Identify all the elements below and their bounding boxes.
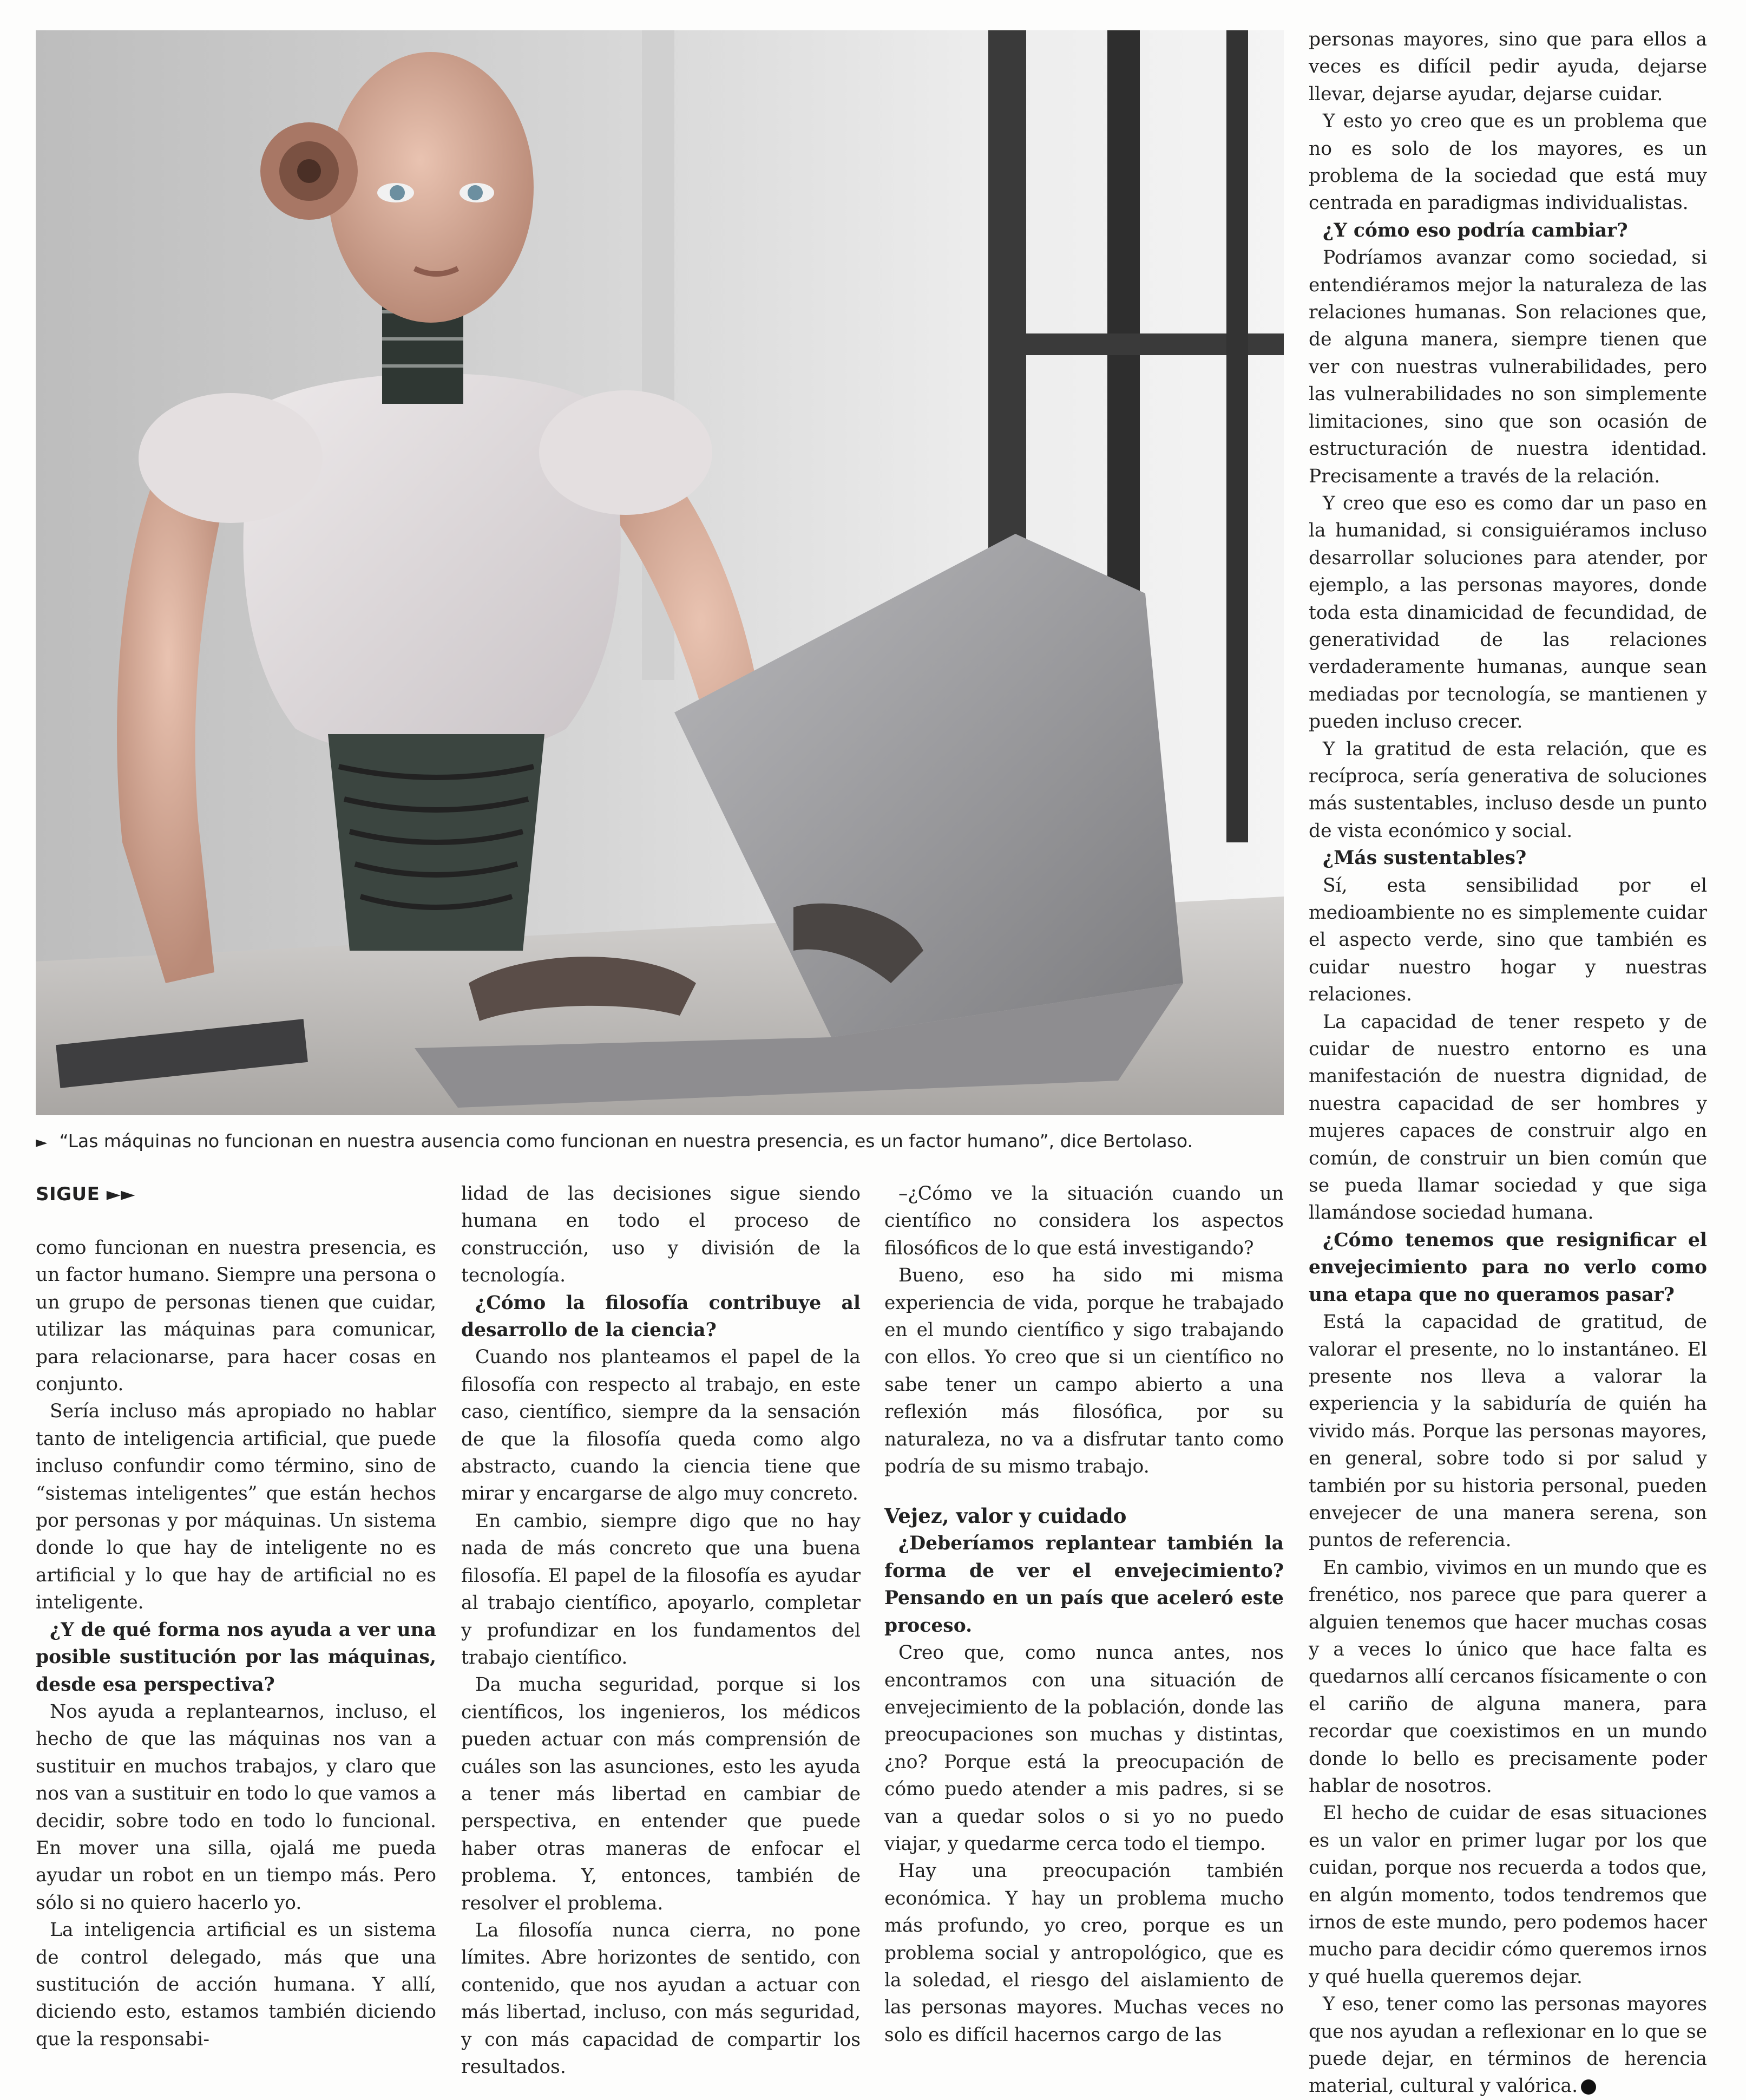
paragraph: como funcionan en nuestra presencia, es un factor humano. Siempre una persona o un grupo de personas tienen que cuidar, utilizar las máquinas para comunicar, para relacionarse, para hacer cosas en conjunto. (36, 1237, 436, 1396)
interview-question: ¿Y de qué forma nos ayuda a ver una posible sustitución por las máquinas, desde esa perspectiva? (36, 1619, 436, 1696)
interview-question: ¿Más sustentables? (1323, 847, 1527, 869)
section-heading: Vejez, valor y cuidado (884, 1504, 1127, 1528)
paragraph: Sí, esta sensibilidad por el medioambiente no es simplemente cuidar el aspecto verde, sino que también es cuidar nuestro hogar y nuestras relaciones. (1309, 874, 1707, 1006)
paragraph: El hecho de cuidar de esas situaciones es un valor en primer lugar por los que cuidan, porque nos recuerda a todos que, en algún momento, todos tendremos que irnos de este mundo, pero podemos hacer mucho para decidir cómo queremos irnos y qué huella queremos dejar. (1309, 1802, 1707, 1988)
paragraph: En cambio, siempre digo que no hay nada de más concreto que una buena filosofía. El papel de la filosofía es ayudar al trabajo científico, apoyarlo, completar y profundizar en los fundamentos del trabajo científico. (461, 1510, 861, 1669)
paragraph: personas mayores, sino que para ellos a veces es difícil pedir ayuda, dejarse llevar, dejarse ayudar, dejarse cuidar. (1309, 29, 1707, 105)
paragraph: Y creo que eso es como dar un paso en la humanidad, si consiguiéramos incluso desarrollar soluciones para atender, por ejemplo, a las personas mayores, donde toda esta dinamicidad de fecundidad, de generatividad de las relaciones verdaderamente humanas, aunque sean mediadas por tecnología, se mantienen y pueden incluso crecer. (1309, 492, 1707, 733)
paragraph: La inteligencia artificial es un sistema de control delegado, más que una sustitución de acción humana. Y allí, diciendo esto, estamos también diciendo que la responsabi- (36, 1919, 436, 2050)
end-mark-icon (1581, 2079, 1596, 2095)
paragraph: Nos ayuda a replantearnos, incluso, el hecho de que las máquinas nos van a sustituir en muchos trabajos, y claro que nos van a sustituir en todo lo que vamos a decidir, sobre todo en todo lo funcional. En mover una silla, ojalá me pueda ayudar un robot en un tiempo más. Pero sólo si no quiero hacerlo yo. (36, 1700, 436, 1914)
paragraph: Da mucha seguridad, porque si los científicos, los ingenieros, los médicos pueden actuar con más comprensión de cuáles son las asunciones, esto les ayuda a tener más libertad en cambiar de perspectiva, en entender que puede haber otras maneras de enfocar el problema. Y, entonces, también de resolver el problema. (461, 1674, 861, 1914)
article-photo (36, 30, 1284, 1115)
paragraph: Hay una preocupación también económica. Y hay un problema mucho más profundo, yo creo, porque es un problema social y antropológico, que es la soledad, el riesgo del aislamiento de las personas mayores. Muchas veces no solo es difícil hacernos cargo de las (884, 1860, 1284, 2046)
paragraph-final (1309, 1991, 1707, 2100)
paragraph: Sería incluso más apropiado no hablar tanto de inteligencia artificial, que puede incluso confundir como término, sino de “sistemas inteligentes” que están hechos por personas y por máquinas. Un sistema donde lo que hay de inteligente no es artificial y lo que hay de artificial no es inteligente. (36, 1401, 436, 1614)
paragraph: La capacidad de tener respeto y de cuidar de nuestro entorno es una manifestación de nuestra dignidad, de nuestra capacidad de ser hombres y mujeres capaces de construir algo en común, de construir un bien común que se pueda llamar sociedad y que siga llamándose sociedad humana. (1309, 1011, 1707, 1224)
paragraph: Y esto yo creo que es un problema que no es solo de los mayores, es un problema de la sociedad que está muy centrada en paradigmas individualistas. (1309, 110, 1707, 214)
paragraph: Y la gratitud de esta relación, que es recíproca, sería generativa de soluciones más sustentables, incluso desde un punto de vista económico y social. (1309, 738, 1707, 842)
article-column-2 (461, 1180, 861, 2081)
photo-caption (36, 1128, 1284, 1155)
paragraph-final-text: Y eso, tener como las personas mayores que nos ayudan a reflexionar en lo que se puede dejar, en términos de herencia material, cultural y valórica. (1309, 1993, 1707, 2097)
caption-marker-icon: ► (36, 1133, 48, 1151)
paragraph: Está la capacidad de gratitud, de valorar el presente, no lo instantáneo. El presente nos lleva a valorar la experiencia y la sabiduría de quién ha vivido más. Porque las personas mayores, en general, sobre todo si por salud y también por su historia personal, pueden envejecer de una manera serena, son puntos de referencia. (1309, 1311, 1707, 1552)
paragraph: La filosofía nunca cierra, no pone límites. Abre horizontes de sentido, con contenido, que nos ayudan a actuar con más libertad, incluso, con más seguridad, y con más capacidad de compartir los resultados. (461, 1919, 861, 2078)
paragraph: Creo que, como nunca antes, nos encontramos con una situación de envejecimiento de la población, donde las preocupaciones son muchas y distintas, ¿no? Porque está la preocupación de cómo puedo atender a mis padres, si se van a quedar solos o si yo no puedo viajar, y quedarme cerca todo el tiempo. (884, 1642, 1284, 1855)
interview-question: ¿Cómo tenemos que resignificar el envejecimiento para no verlo como una etapa que no queramos pasar? (1309, 1229, 1707, 1306)
interview-question: ¿Deberíamos replantear también la forma de ver el envejecimiento? Pensando en un país que aceleró este proceso. (884, 1533, 1284, 1637)
paragraph: Podríamos avanzar como sociedad, si entendiéramos mejor la naturaleza de las relaciones humanas. Son relaciones que, de alguna manera, siempre tienen que ver con nuestras vulnerabilidades, pero las vulnerabilidades no son simplemente limitaciones, sino que son ocasión de estructuración de nuestra identidad. Precisamente a través de la relación. (1309, 247, 1707, 487)
caption-text: “Las máquinas no funcionan en nuestra ausencia como funcionan en nuestra presencia, es un factor humano”, dice Bertolaso. (59, 1130, 1193, 1152)
robot-at-laptop-image (36, 30, 1284, 1115)
paragraph: Bueno, eso ha sido mi misma experiencia de vida, porque he trabajado en el mundo científico y sigo trabajando con ellos. Yo creo que si un científico no sabe tener un campo abierto a una reflexión más filosófica, por su naturaleza, no va a disfrutar tanto como podría de su mismo trabajo. (884, 1265, 1284, 1478)
paragraph: Cuando nos planteamos el papel de la filosofía con respecto al trabajo, en este caso, científico, siempre da la sensación de que la filosofía queda como algo abstracto, cuando la ciencia tiene que mirar y encargarse de algo muy concreto. (461, 1346, 861, 1505)
article-column-3 (884, 1180, 1284, 2049)
continued-label: SIGUE ►► (36, 1183, 136, 1205)
interview-question: –¿Cómo ve la situación cuando un científico no considera los aspectos filosóficos de lo que está investigando? (884, 1183, 1284, 1259)
interview-question: ¿Cómo la filosofía contribuye al desarrollo de la ciencia? (461, 1292, 861, 1342)
paragraph: En cambio, vivimos en un mundo que es frenético, nos parece que para querer a alguien tenemos que hacer muchas cosas y a veces lo único que hace falta es quedarnos allí cercanos físicamente o con el cariño de alguna manera, para recordar que coexistimos en un mundo donde lo bello es precisamente poder hablar de nosotros. (1309, 1556, 1707, 1797)
paragraph: lidad de las decisiones sigue siendo humana en todo el proceso de construcción, uso y división de la tecnología. (461, 1183, 861, 1287)
article-column-1 (36, 1234, 436, 2053)
interview-question: ¿Y cómo eso podría cambiar? (1323, 219, 1628, 241)
article-column-4 (1309, 26, 1707, 2100)
